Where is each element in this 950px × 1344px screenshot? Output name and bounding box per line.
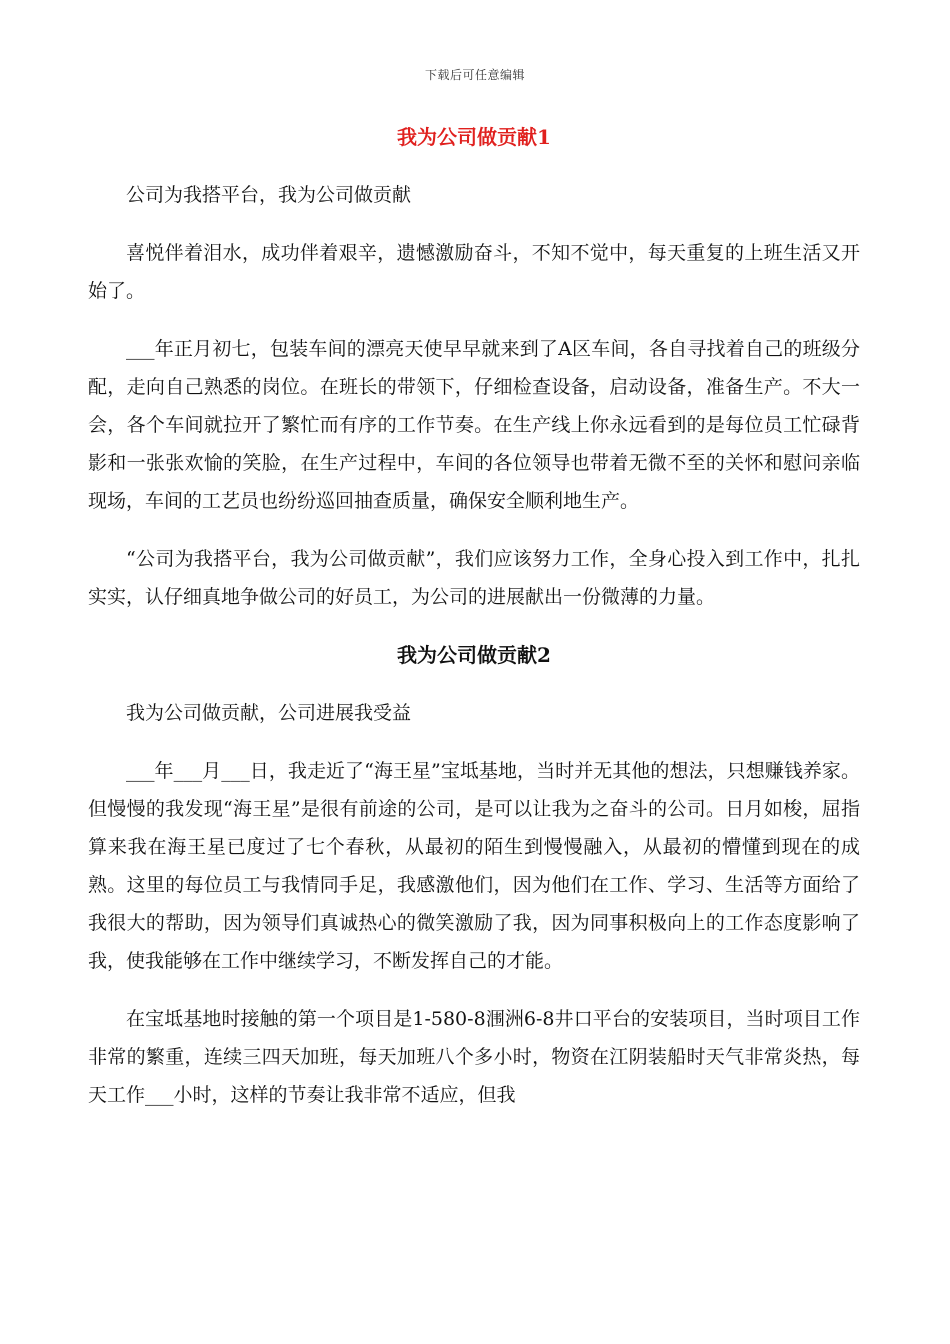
paragraph: ___年___月___日，我走近了“海王星”宝坻基地，当时并无其他的想法，只想赚钱养家。但慢慢的我发现“海王星”是很有前途的公司，是可以让我为之奋斗的公司。日月如梭，屈指算来我在海王星已度过了七个春秋，从最初的陌生到慢慢融入，从最初的懵懂到现在的成熟。这里的每位员工与我情同手足，我感激他们，因为他们在工作、学习、生活等方面给了我很大的帮助，因为领导们真诚热心的微笑激励了我，因为同事积极向上的工作态度影响了我，使我能够在工作中继续学习，不断发挥自己的才能。 [88,760,860,972]
paragraph: 在宝坻基地时接触的第一个项目是1-580-8涠洲6-8井口平台的安装项目，当时项目工作非常的繁重，连续三四天加班，每天加班八个多小时，物资在江阴装船时天气非常炎热，每天工作___小时，这样的节奏让我非常不适应，但我 [88,1008,860,1106]
section-2 [88,636,860,1114]
section-title: 我为公司做贡献1 [397,125,551,149]
paragraph: “公司为我搭平台，我为公司做贡献”，我们应该努力工作，全身心投入到工作中，扎扎实实，认仔细真地争做公司的好员工，为公司的进展献出一份微薄的力量。 [88,548,860,608]
document-body [88,118,860,1134]
paragraph: ___年正月初七，包装车间的漂亮天使早早就来到了A区车间，各自寻找着自己的班级分配，走向自己熟悉的岗位。在班长的带领下，仔细检查设备，启动设备，准备生产。不大一会，各个车间就拉开了繁忙而有序的工作节奏。在生产线上你永远看到的是每位员工忙碌背影和一张张欢愉的笑脸，在生产过程中，车间的各位领导也带着无微不至的关怀和慰问亲临现场，车间的工艺员也纷纷巡回抽查质量，确保安全顺利地生产。 [88,338,860,512]
paragraph: 公司为我搭平台，我为公司做贡献 [126,184,412,206]
paragraph: 我为公司做贡献，公司进展我受益 [126,702,412,724]
section-1 [88,118,860,616]
paragraph: 喜悦伴着泪水，成功伴着艰辛，遗憾激励奋斗，不知不觉中，每天重复的上班生活又开始了。 [88,242,860,302]
header-note: 下载后可任意编辑 [424,68,525,82]
section-title: 我为公司做贡献2 [397,643,551,667]
